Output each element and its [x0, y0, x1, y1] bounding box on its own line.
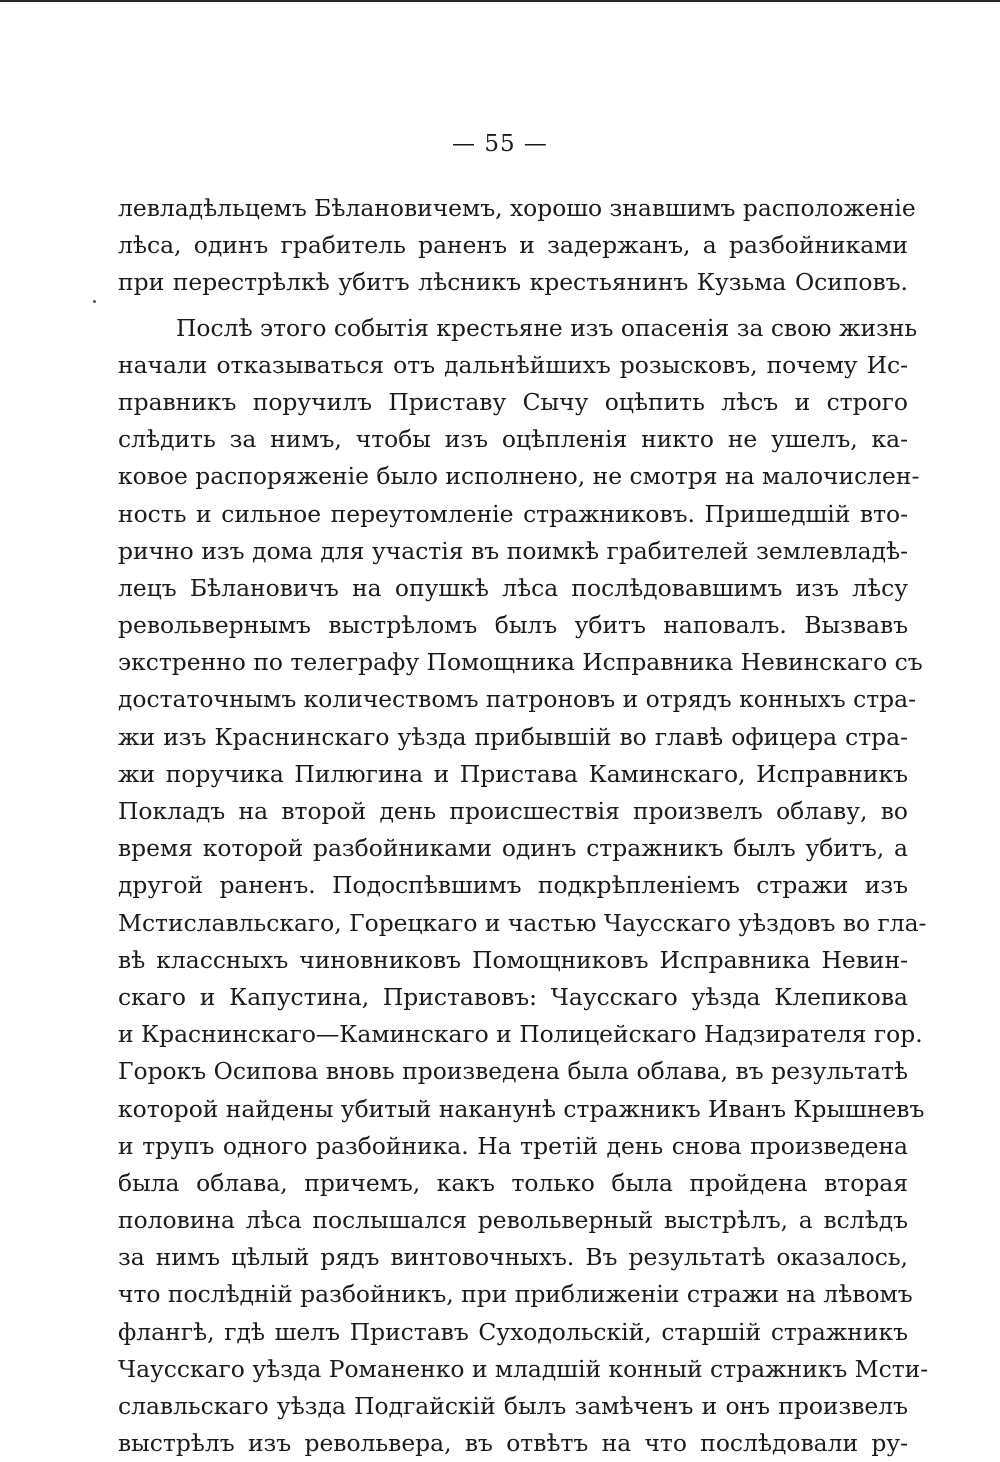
text-line: жи поручика Пилюгина и Пристава Каминскаго, Исправникъ — [118, 759, 908, 788]
scan-top-edge — [0, 0, 1000, 2]
text-line: была облава, причемъ, какъ только была пройдена вторая — [118, 1168, 908, 1197]
text-line: половина лѣса послышался револьверный выстрѣлъ, а вслѣдъ — [118, 1206, 908, 1235]
text-line: скаго и Капустина, Приставовъ: Чаусскаго уѣзда Клепикова — [118, 982, 908, 1011]
text-line: за нимъ цѣлый рядъ винтовочныхъ. Въ результатѣ оказалось, — [118, 1243, 908, 1272]
text-line: экстренно по телеграфу Помощника Исправника Невинскаго съ — [118, 648, 923, 677]
text-line: лецъ Бѣлановичъ на опушкѣ лѣса послѣдовавшимъ изъ лѣсу — [118, 573, 908, 602]
scan-speck — [93, 300, 96, 303]
text-line: при перестрѣлкѣ убитъ лѣсникъ крестьянинъ Кузьма Осиповъ. — [118, 268, 908, 297]
text-line: выстрѣлъ изъ револьвера, въ отвѣтъ на что послѣдовали ру- — [118, 1429, 908, 1458]
text-line: что послѣдній разбойникъ, при приближеніи стражи на лѣвомъ — [118, 1280, 913, 1309]
text-line: и Краснинскаго—Каминскаго и Полицейскаго Надзирателя гор. — [118, 1020, 923, 1049]
text-line: время которой разбойниками одинъ стражникъ былъ убитъ, а — [118, 834, 908, 863]
text-line: револьвернымъ выстрѣломъ былъ убитъ наповалъ. Вызвавъ — [118, 611, 908, 640]
text-line: вѣ классныхъ чиновниковъ Помощниковъ Исправника Невин- — [118, 945, 908, 974]
text-line: лѣса, одинъ грабитель раненъ и задержанъ, а разбойниками — [118, 231, 908, 260]
text-line: начали отказываться отъ дальнѣйшихъ розысковъ, почему Ис- — [118, 350, 908, 379]
text-line: ность и сильное переутомленіе стражниковъ. Пришедшій вто- — [118, 499, 908, 528]
text-line: другой раненъ. Подоспѣвшимъ подкрѣпленіемъ стражи изъ — [118, 871, 908, 900]
text-line: жи изъ Краснинскаго уѣзда прибывшій во главѣ офицера стра- — [118, 722, 908, 751]
page-body-text — [118, 190, 929, 1462]
text-line: Горокъ Осипова вновь произведена была облава, въ результатѣ — [118, 1057, 908, 1086]
text-line: достаточнымъ количествомъ патроновъ и отрядъ конныхъ стра- — [118, 685, 916, 714]
text-line: рично изъ дома для участія въ поимкѣ грабителей землевладѣ- — [118, 536, 908, 565]
text-line: Чаусскаго уѣзда Романенко и младшій конный стражникъ Мсти- — [118, 1354, 929, 1383]
text-line: левладѣльцемъ Бѣлановичемъ, хорошо знавшимъ расположеніе — [118, 194, 916, 222]
text-line: ковое распоряженіе было исполнено, не смотря на малочислен- — [118, 462, 920, 491]
text-line: слѣдить за нимъ, чтобы изъ оцѣпленія никто не ушелъ, ка- — [118, 425, 908, 454]
text-line: и трупъ одного разбойника. На третій день снова произведена — [118, 1131, 908, 1160]
text-line: Покладъ на второй день происшествія произвелъ облаву, во — [118, 797, 908, 825]
text-line: Мстиславльскаго, Горецкаго и частью Чаусскаго уѣздовъ во гла- — [118, 908, 927, 937]
page-number: — 55 — — [452, 131, 548, 157]
paragraph-first-line: Послѣ этого событія крестьяне изъ опасенія за свою жизнь — [176, 313, 918, 342]
text-line: славльскаго уѣзда Подгайскій былъ замѣченъ и онъ произвелъ — [118, 1392, 908, 1420]
text-line: правникъ поручилъ Приставу Сычу оцѣпить лѣсъ и строго — [118, 387, 908, 416]
text-line: флангѣ, гдѣ шелъ Приставъ Суходольскій, старшій стражникъ — [118, 1317, 908, 1346]
text-line: которой найдены убитый наканунѣ стражникъ Иванъ Крышневъ — [118, 1094, 925, 1123]
